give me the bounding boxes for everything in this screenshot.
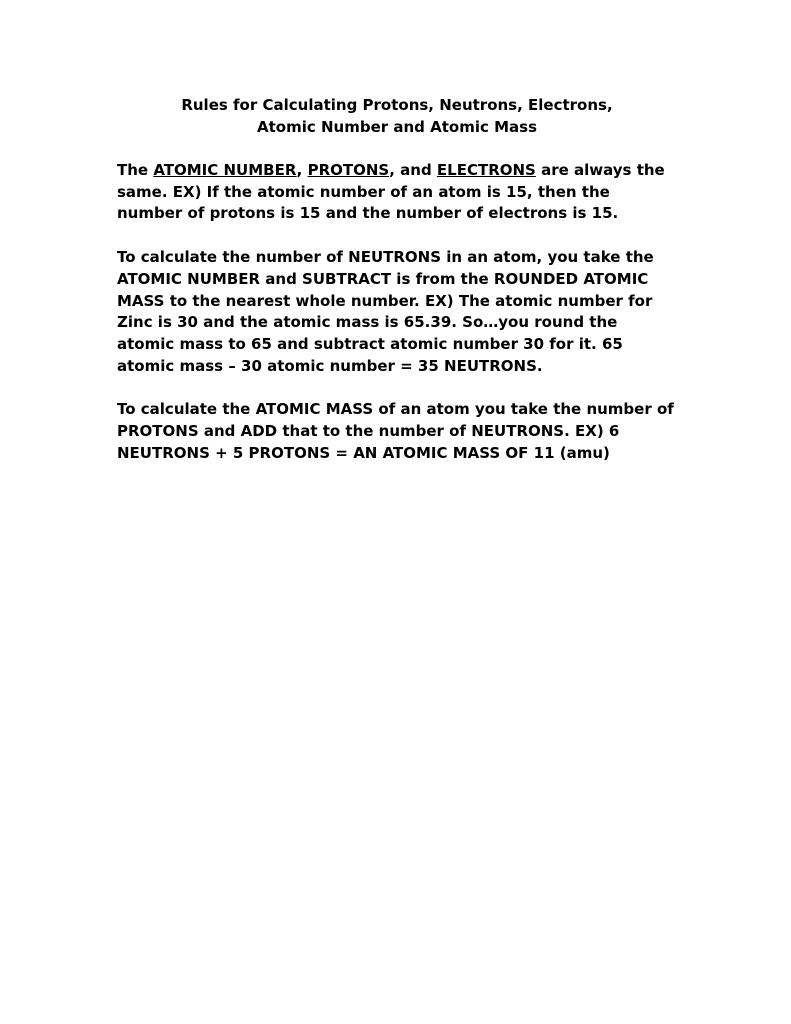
term-protons: PROTONS — [307, 161, 390, 179]
paragraph-atomic-mass: To calculate the ATOMIC MASS of an atom you take the number of PROTONS and ADD that to the number of NEUTRONS. EX) 6 NEUTRONS + 5 PROTONS = AN ATOMIC MASS OF 11 (amu) — [117, 400, 674, 462]
paragraph-1-lead: The — [117, 161, 154, 179]
title-line-1: Rules for Calculating Protons, Neutrons, Electrons, — [181, 96, 613, 114]
title-line-2: Atomic Number and Atomic Mass — [257, 118, 537, 136]
paragraph-neutrons: To calculate the number of NEUTRONS in an atom, you take the ATOMIC NUMBER and SUBTRACT is from the ROUNDED ATOMIC MASS to the nearest whole number. EX) The atomic number for Zinc is 30 and the atomic mass is 65.39. So…you round the atomic mass to 65 and subtract atomic number 30 for it. 65 atomic mass – 30 atomic number = 35 NEUTRONS. — [117, 248, 654, 375]
term-electrons: ELECTRONS — [436, 161, 536, 179]
document-page — [117, 94, 677, 464]
document-title — [117, 94, 677, 138]
paragraph-1-separator-2: , and — [389, 161, 437, 179]
paragraph-atomic-number — [117, 160, 677, 225]
term-atomic-number: ATOMIC NUMBER — [153, 161, 297, 179]
paragraph-1-separator-1: , — [296, 161, 308, 179]
paragraph-1-rest: are always the same. EX) If the atomic number of an atom is 15, then the number of protons is 15 and the number of electrons is 15. — [117, 161, 665, 223]
